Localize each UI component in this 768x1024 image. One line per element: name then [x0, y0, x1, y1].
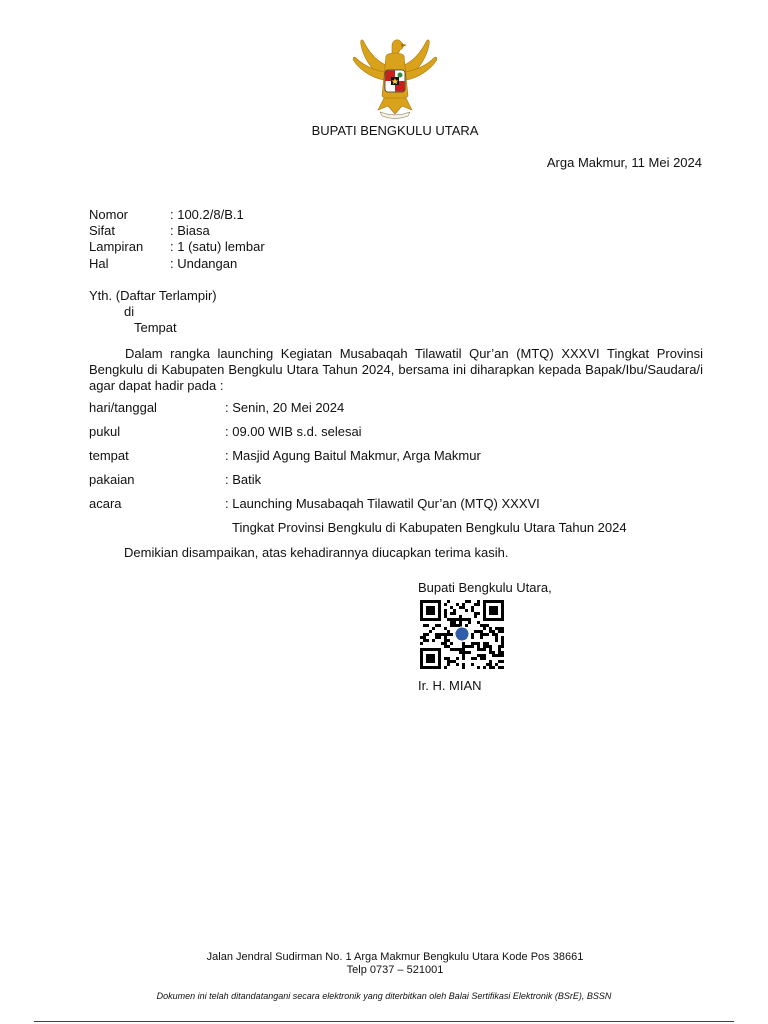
addressee-di: di	[124, 304, 135, 319]
letterhead-title: BUPATI BENGKULU UTARA	[311, 123, 479, 138]
meta-value-lampiran: : 1 (satu) lembar	[170, 239, 265, 254]
detail-value-date: : Senin, 20 Mei 2024	[225, 400, 345, 415]
meta-value-nomor: : 100.2/8/B.1	[170, 207, 244, 222]
detail-value-event: : Launching Musabaqah Tilawatil Qur’an (MTQ) XXXVI	[225, 496, 540, 511]
detail-value-attire: : Batik	[225, 472, 262, 487]
addressee-line: Yth. (Daftar Terlampir)	[89, 288, 217, 303]
body-paragraph-text: Dalam rangka launching Kegiatan Musabaqah Tilawatil Qur’an (MTQ) XXXVI Tingkat Provinsi Bengkulu di Kabupaten Bengkulu Utara Tahun 2024, bersama ini diharapkan kepada Bapak/Ibu/Saudara/i agar dapat hadir pada :	[89, 346, 703, 393]
signatory-name: Ir. H. MIAN	[418, 678, 482, 693]
detail-label-date: hari/tanggal	[89, 400, 157, 415]
detail-label-attire: pakaian	[89, 472, 135, 487]
meta-value-sifat: : Biasa	[170, 223, 210, 238]
meta-label-lampiran: Lampiran	[89, 239, 144, 254]
detail-label-place: tempat	[89, 448, 129, 463]
garuda-emblem-icon	[348, 32, 442, 120]
detail-label-time: pukul	[89, 424, 121, 439]
electronic-signature-note: Dokumen ini telah ditandatangani secara elektronik yang diterbitkan oleh Balai Sertifikasi Elektronik (BSrE), BSSN	[156, 991, 612, 1001]
body-paragraph	[89, 346, 703, 394]
meta-label-sifat: Sifat	[89, 223, 116, 238]
detail-value-time: : 09.00 WIB s.d. selesai	[225, 424, 362, 439]
meta-label-hal: Hal	[89, 256, 109, 271]
place-date: Arga Makmur, 11 Mei 2024	[546, 155, 702, 170]
addressee-place: Tempat	[134, 320, 177, 335]
signature-title: Bupati Bengkulu Utara,	[418, 580, 552, 595]
detail-value-place: : Masjid Agung Baitul Makmur, Arga Makmur	[225, 448, 481, 463]
meta-value-hal: : Undangan	[170, 256, 238, 271]
footer-address: Jalan Jendral Sudirman No. 1 Arga Makmur Bengkulu Utara Kode Pos 38661	[206, 951, 584, 963]
footer-phone: Telp 0737 – 521001	[346, 964, 444, 976]
detail-label-event: acara	[89, 496, 122, 511]
closing-sentence: Demikian disampaikan, atas kehadirannya diucapkan terima kasih.	[124, 545, 509, 560]
bottom-rule	[34, 1021, 734, 1022]
meta-label-nomor: Nomor	[89, 207, 129, 222]
detail-value-event-continued: Tingkat Provinsi Bengkulu di Kabupaten Bengkulu Utara Tahun 2024	[232, 520, 627, 535]
qr-code-icon	[420, 600, 504, 670]
